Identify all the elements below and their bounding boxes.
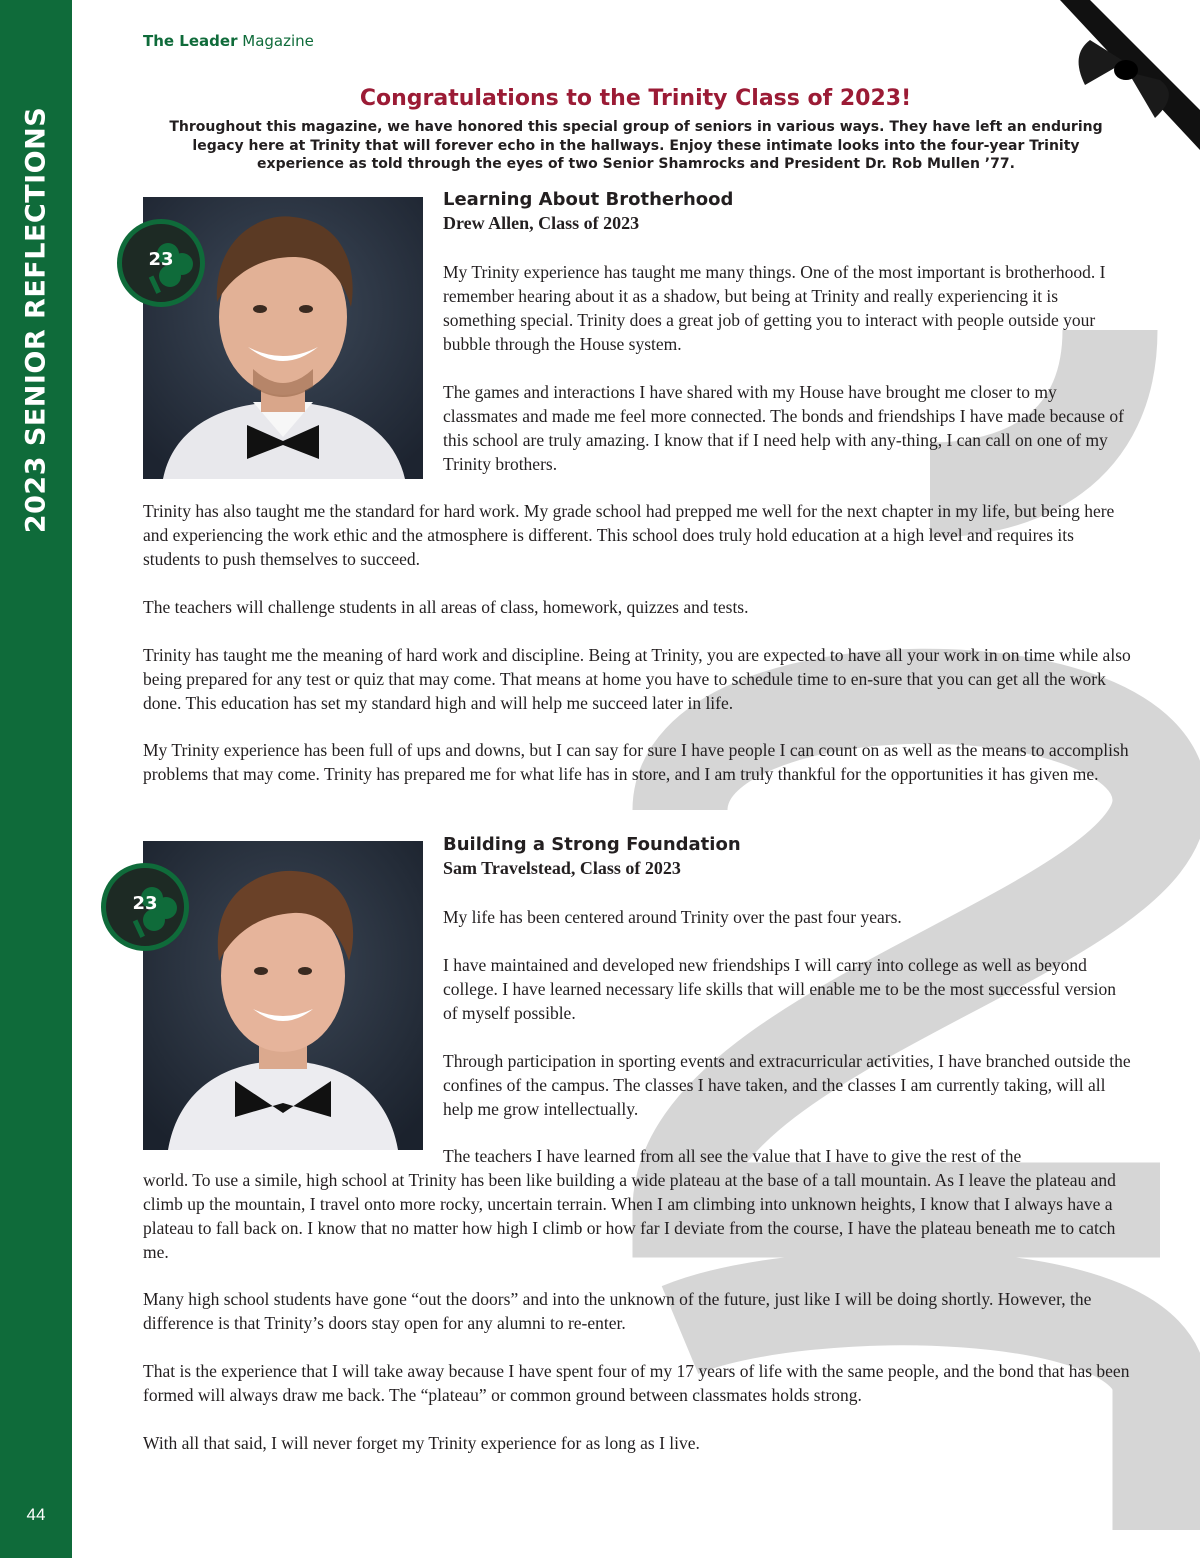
paragraph: Trinity has also taught me the standard for hard work. My grade school had prepped me well for the next chapter in my life, but being here and experiencing the work ethic and the atmosphere is different. This school does truly hold education at a high level and requires its students to push themselves to succeed. [143,501,1115,569]
paragraph: Trinity has taught me the meaning of hard work and discipline. Being at Trinity, you are expected to have all your work in on time while also being prepared for any test or quiz that may come. That means at home you have to schedule time to en-sure that you can get all the work done. This education has set my standard high and will help me succeed later in life. [143,645,1131,713]
paragraph: That is the experience that I will take away because I have spent four of my 17 years of life with the same people, and the bond that has been formed will always draw me back. The “plateau” or common ground between classmates holds strong. [143,1361,1130,1405]
page-number: 44 [26,1505,46,1524]
paragraph: I have maintained and developed new friendships I will carry into college as well as beyond college. I have learned necessary life skills that will enable me to be the most successful version of myself possible. [443,955,1117,1023]
masthead-brand: The Leader [143,32,238,50]
paragraph: The teachers will challenge students in all areas of class, homework, quizzes and tests. [143,597,749,617]
paragraph: My life has been centered around Trinity over the past four years. [443,907,902,927]
paragraph: With all that said, I will never forget my Trinity experience for as long as I live. [143,1433,700,1453]
paragraph: The teachers I have learned from all see the value that I have to give the rest of the [443,1146,1022,1166]
paragraph: My Trinity experience has been full of ups and downs, but I can say for sure I have people I can count on as well as the means to accomplish problems that may come. Trinity has prepared me for what life has in store, and I am truly thankful for the opportunities it has given me. [143,740,1129,784]
badge-label: 23 [132,893,158,914]
paragraph: world. To use a simile, high school at Trinity has been like building a wide plateau at the base of a tall mountain. As I leave the plateau and climb up the mountain, I travel onto more rocky, uncertain terrain. When I am climbing into unknown heights, I know that I always have a plateau to fall back on. I know that no matter how high I climb or how far I deviate from the course, I have the plateau beneath me to catch me. [143,1170,1116,1262]
badge-label: 23 [148,249,174,270]
section-title: Building a Strong Foundation [443,834,741,855]
portrait-photo-sam-travelstead [143,841,423,1150]
sidebar-title: 2023 SENIOR REFLECTIONS [20,106,52,534]
masthead [143,32,314,50]
paragraph: Through participation in sporting events and extracurricular activities, I have branched outside the confines of the campus. The classes I have taken, and the classes I am currently taking, will all help me grow intellectually. [443,1051,1131,1119]
paragraph: My Trinity experience has taught me many things. One of the most important is brotherhood. I remember hearing about it as a shadow, but being at Trinity and really experiencing it is something special. Trinity does a great job of getting you to interact with people outside your bubble through the House system. [443,262,1106,354]
masthead-suffix: Magazine [242,32,314,50]
paragraph: Many high school students have gone “out the doors” and into the unknown of the future, just like I will be doing shortly. However, the difference is that Trinity’s doors stay open for any alumni to re-enter. [143,1289,1092,1333]
section-byline: Drew Allen, Class of 2023 [443,213,640,233]
sidebar [0,0,72,1558]
class-badge-23 [117,219,205,307]
section-title: Learning About Brotherhood [443,189,734,210]
class-badge-23 [101,863,189,951]
intro-text: Throughout this magazine, we have honored this special group of seniors in various ways. They have left an enduring legacy here at Trinity that will forever echo in the hallways. Enjoy these intimate looks into the four-year Trinity experience as told through the eyes of two Senior Shamrocks and President Dr. Rob Mullen ’77. [169,119,1103,172]
paragraph: The games and interactions I have shared with my House have brought me closer to my classmates and made me feel more connected. The bonds and friendships I have made because of this school are truly amazing. I know that if I need help with any-thing, I can call on one of my Trinity brothers. [443,382,1124,474]
page-headline: Congratulations to the Trinity Class of 2023! [359,86,912,111]
section-byline: Sam Travelstead, Class of 2023 [443,858,681,878]
